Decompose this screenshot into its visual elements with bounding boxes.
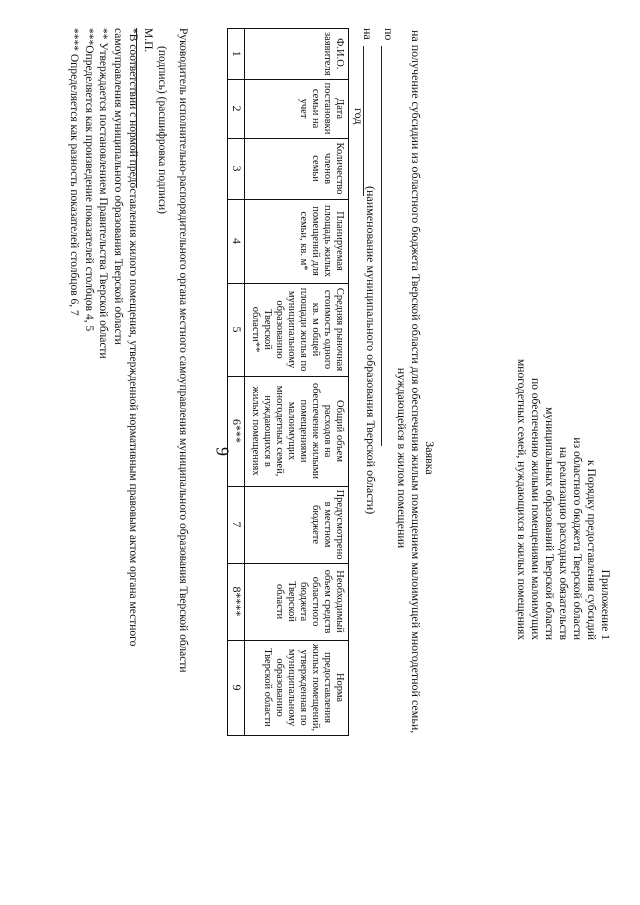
header-cell: Необходимый объем средств областного бюджета Тверской области — [245, 563, 349, 640]
header-cell: Дата постановки семьи на учет — [245, 79, 349, 138]
document-title — [395, 28, 436, 888]
column-number: 5 — [228, 283, 245, 376]
column-number: 9 — [228, 640, 245, 735]
title-line-1: на получение субсидии из областного бюджета Тверской области для обеспечения жилым помещением малоимущей многодетной семьи, — [409, 30, 424, 734]
column-number: 8**** — [228, 563, 245, 640]
appendix-line: многодетных семей, нуждающихся в жилых помещениях — [514, 359, 527, 640]
table-header-row — [245, 29, 349, 736]
title-word: Заявка — [423, 441, 437, 475]
label-year: год — [352, 108, 366, 125]
application-table — [228, 28, 350, 736]
appendix-line: на реализацию расходных обязательств — [556, 446, 569, 640]
page-number: 9 — [212, 447, 233, 456]
label-po: по — [382, 28, 396, 41]
appendix-line: к Порядку предоставления субсидий — [584, 460, 597, 640]
header-cell: Норма предоставления жилых помещений, утвержденная по муниципальному образованию Тверской области — [245, 640, 349, 735]
header-cell: Ф.И.О. заявителя — [245, 29, 349, 80]
footnote: самоуправления муниципального образования Тверской области — [112, 28, 125, 345]
column-number: 3 — [228, 138, 245, 199]
rotated-document — [67, 28, 615, 888]
stamp-label: М.П. — [141, 28, 154, 53]
column-number: 2 — [228, 79, 245, 138]
footnote: *В соответствии с нормой предоставления жилого помещения, утвержденной нормативным правовым актом органа местного — [126, 28, 139, 647]
document-footer — [66, 28, 190, 673]
header-cell: Количество членов семьи — [245, 138, 349, 199]
appendix-line: по обеспечению жилыми помещениями малоимущих — [528, 378, 541, 640]
column-number: 1 — [228, 29, 245, 80]
blank-line-po — [381, 46, 382, 446]
footnote: **** Определяется как разность показателей столбцов 6, 7 — [67, 28, 80, 316]
column-number: 7 — [228, 486, 245, 563]
header-cell: Общий объем расходов на обеспечение жилыми помещениями малоимущих многодетных семей, нуждающихся в жилых помещениях — [245, 376, 349, 486]
footnote: ** Утверждается постановлением Правительства Тверской области — [97, 28, 110, 359]
table-row — [228, 29, 245, 736]
footnote: ***Определяется как произведение показателей столбцов 4, 5 — [82, 28, 95, 332]
header-cell: Планируемая площадь жилых помещений для семьи, кв. м* — [245, 199, 349, 283]
title-line-2: нуждающейся в жилом помещении — [395, 367, 410, 549]
appendix-line: Приложение 1 — [599, 569, 611, 640]
appendix-header — [514, 359, 612, 640]
header-cell: Предусмотрено в местном бюджете — [245, 486, 349, 563]
label-na: на — [361, 28, 375, 40]
appendix-line: муниципальных образований Тверской области — [542, 407, 555, 640]
column-number: 6*** — [228, 376, 245, 486]
column-number: 4 — [228, 199, 245, 283]
signature-line — [136, 28, 137, 188]
signatory-title: Руководитель исполнительно-распорядительного органа местного самоуправления муниципального образования Тверской области — [177, 28, 189, 673]
signature-caption: (подпись) (расшифровка подписи) — [156, 46, 169, 215]
munic-caption: (наименование муниципального образования Тверской области) — [364, 186, 378, 515]
appendix-line: из областного бюджета Тверской области — [570, 437, 583, 640]
header-cell: Средняя рыночная стоимость одного кв. м общей площади жилья по муниципальному образованию Тверской области** — [245, 283, 349, 376]
